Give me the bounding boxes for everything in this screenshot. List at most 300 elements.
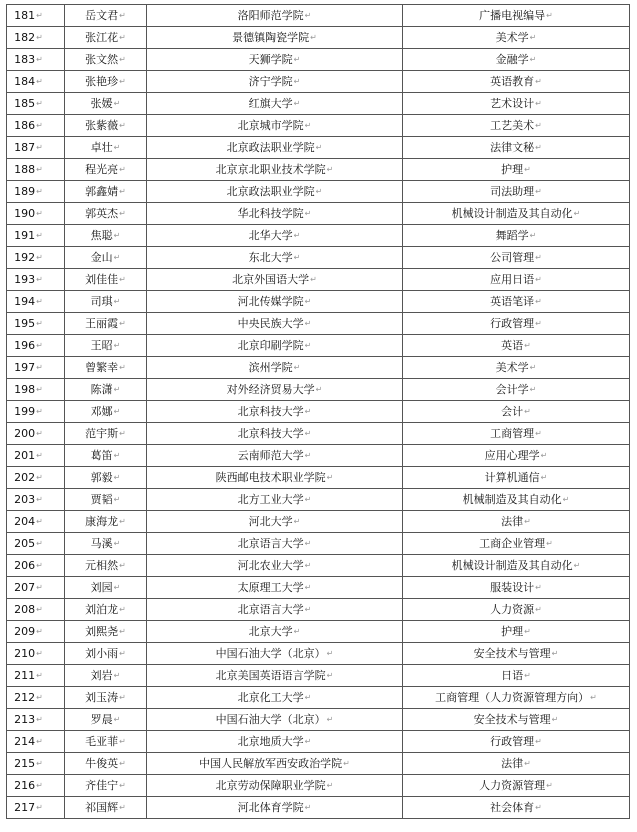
paragraph-mark-icon: ↵ [304, 11, 312, 20]
school-cell[interactable] [147, 181, 403, 203]
major-cell[interactable] [403, 467, 630, 489]
table-row [7, 599, 630, 621]
school-cell[interactable] [147, 577, 403, 599]
paragraph-mark-icon: ↵ [36, 649, 43, 658]
paragraph-mark-icon: ↵ [119, 209, 126, 218]
paragraph-mark-icon: ↵ [36, 11, 43, 20]
school-cell[interactable] [147, 401, 403, 423]
paragraph-mark-icon: ↵ [113, 231, 121, 240]
student-name-text: 葛笛 [90, 449, 113, 462]
major-cell[interactable] [403, 489, 630, 511]
student-name-cell[interactable] [65, 467, 147, 489]
school-cell[interactable] [147, 159, 403, 181]
paragraph-mark-icon: ↵ [113, 473, 121, 482]
paragraph-mark-icon: ↵ [119, 803, 126, 812]
major-cell[interactable] [403, 621, 630, 643]
school-cell[interactable] [147, 335, 403, 357]
student-name-text: 刘园 [90, 581, 113, 594]
table-row [7, 709, 630, 731]
student-name-cell[interactable] [65, 731, 147, 753]
student-name-text: 卓壮 [90, 141, 113, 154]
major-cell[interactable] [403, 797, 630, 819]
student-name-cell[interactable] [65, 577, 147, 599]
row-number-cell[interactable] [7, 533, 65, 555]
row-number-text: 196 [14, 339, 36, 352]
paragraph-mark-icon: ↵ [119, 517, 126, 526]
student-name-text: 张艳珍 [85, 75, 119, 88]
student-name-cell[interactable] [65, 203, 147, 225]
student-name-cell[interactable] [65, 775, 147, 797]
row-number-cell[interactable] [7, 775, 65, 797]
paragraph-mark-icon: ↵ [304, 495, 312, 504]
row-number-cell[interactable] [7, 181, 65, 203]
school-cell[interactable] [147, 5, 403, 27]
row-number-text: 210 [14, 647, 36, 660]
row-number-text: 217 [14, 801, 36, 814]
school-text: 北京地质大学 [237, 735, 304, 748]
paragraph-mark-icon: ↵ [36, 429, 43, 438]
major-text: 护理 [501, 625, 524, 638]
major-cell[interactable] [403, 313, 630, 335]
table-row [7, 159, 630, 181]
school-cell[interactable] [147, 599, 403, 621]
student-name-text: 刘泊龙 [85, 603, 119, 616]
row-number-cell[interactable] [7, 291, 65, 313]
paragraph-mark-icon: ↵ [36, 253, 43, 262]
major-cell[interactable] [403, 709, 630, 731]
major-cell[interactable] [403, 401, 630, 423]
row-number-cell[interactable] [7, 269, 65, 291]
paragraph-mark-icon: ↵ [113, 671, 121, 680]
row-number-text: 201 [14, 449, 36, 462]
major-cell[interactable] [403, 269, 630, 291]
row-number-cell[interactable] [7, 357, 65, 379]
major-cell[interactable] [403, 423, 630, 445]
student-name-cell[interactable] [65, 599, 147, 621]
school-cell[interactable] [147, 489, 403, 511]
school-text: 北京印刷学院 [237, 339, 304, 352]
school-cell[interactable] [147, 665, 403, 687]
student-name-cell[interactable] [65, 797, 147, 819]
student-name-cell[interactable] [65, 335, 147, 357]
paragraph-mark-icon: ↵ [119, 429, 126, 438]
major-text: 人力资源 [490, 603, 535, 616]
school-cell[interactable] [147, 775, 403, 797]
school-text: 北京科技大学 [237, 405, 304, 418]
student-name-cell[interactable] [65, 5, 147, 27]
row-number-text: 212 [14, 691, 36, 704]
row-number-cell[interactable] [7, 687, 65, 709]
student-name-text: 张文然 [85, 53, 119, 66]
row-number-cell[interactable] [7, 643, 65, 665]
paragraph-mark-icon: ↵ [119, 275, 126, 284]
row-number-cell[interactable] [7, 511, 65, 533]
school-cell[interactable] [147, 225, 403, 247]
major-text: 应用心理学 [484, 449, 540, 462]
paragraph-mark-icon: ↵ [36, 99, 43, 108]
row-number-text: 208 [14, 603, 36, 616]
school-cell[interactable] [147, 621, 403, 643]
major-cell[interactable] [403, 445, 630, 467]
school-cell[interactable] [147, 49, 403, 71]
row-number-cell[interactable] [7, 467, 65, 489]
major-cell[interactable] [403, 577, 630, 599]
major-cell[interactable] [403, 5, 630, 27]
major-text: 英语教育 [490, 75, 535, 88]
school-cell[interactable] [147, 687, 403, 709]
major-cell[interactable] [403, 71, 630, 93]
school-cell[interactable] [147, 27, 403, 49]
major-cell[interactable] [403, 115, 630, 137]
row-number-cell[interactable] [7, 423, 65, 445]
student-name-cell[interactable] [65, 269, 147, 291]
student-name-cell[interactable] [65, 247, 147, 269]
student-name-text: 曾繁幸 [85, 361, 119, 374]
paragraph-mark-icon: ↵ [535, 319, 542, 328]
student-name-cell[interactable] [65, 181, 147, 203]
student-name-text: 刘岩 [90, 669, 113, 682]
school-cell[interactable] [147, 423, 403, 445]
major-text: 护理 [501, 163, 524, 176]
paragraph-mark-icon: ↵ [310, 33, 317, 42]
student-name-cell[interactable] [65, 137, 147, 159]
paragraph-mark-icon: ↵ [535, 605, 542, 614]
major-cell[interactable] [403, 247, 630, 269]
student-name-cell[interactable] [65, 357, 147, 379]
student-name-cell[interactable] [65, 687, 147, 709]
major-text: 英语 [501, 339, 524, 352]
major-cell[interactable] [403, 379, 630, 401]
row-number-text: 186 [14, 119, 36, 132]
school-text: 北京科技大学 [237, 427, 304, 440]
paragraph-mark-icon: ↵ [535, 429, 542, 438]
student-name-text: 郭鑫婧 [85, 185, 119, 198]
student-name-cell[interactable] [65, 379, 147, 401]
row-number-text: 185 [14, 97, 36, 110]
major-cell[interactable] [403, 159, 630, 181]
major-cell[interactable] [403, 27, 630, 49]
row-number-cell[interactable] [7, 599, 65, 621]
student-name-cell[interactable] [65, 27, 147, 49]
major-cell[interactable] [403, 511, 630, 533]
school-cell[interactable] [147, 533, 403, 555]
row-number-cell[interactable] [7, 379, 65, 401]
student-name-cell[interactable] [65, 93, 147, 115]
paragraph-mark-icon: ↵ [540, 473, 548, 482]
row-number-cell[interactable] [7, 137, 65, 159]
school-text: 陕西邮电技术职业学院 [215, 471, 326, 484]
major-text: 法律 [501, 515, 524, 528]
table-row [7, 357, 630, 379]
paragraph-mark-icon: ↵ [113, 385, 121, 394]
paragraph-mark-icon: ↵ [535, 99, 542, 108]
school-cell[interactable] [147, 93, 403, 115]
paragraph-mark-icon: ↵ [535, 121, 542, 130]
student-name-text: 郭毅 [90, 471, 113, 484]
row-number-text: 181 [14, 9, 36, 22]
paragraph-mark-icon: ↵ [36, 341, 43, 350]
major-text: 艺术设计 [490, 97, 535, 110]
paragraph-mark-icon: ↵ [119, 759, 126, 768]
major-text: 安全技术与管理 [473, 713, 551, 726]
major-text: 司法助理 [490, 185, 535, 198]
major-cell[interactable] [403, 533, 630, 555]
major-cell[interactable] [403, 687, 630, 709]
school-cell[interactable] [147, 511, 403, 533]
major-text: 行政管理 [490, 317, 535, 330]
school-text: 北华大学 [248, 229, 293, 242]
student-name-text: 祁国辉 [85, 801, 119, 814]
row-number-cell[interactable] [7, 71, 65, 93]
student-name-text: 张紫薇 [85, 119, 119, 132]
row-number-cell[interactable] [7, 247, 65, 269]
school-text: 华北科技学院 [237, 207, 304, 220]
paragraph-mark-icon: ↵ [113, 99, 121, 108]
major-cell[interactable] [403, 665, 630, 687]
school-cell[interactable] [147, 71, 403, 93]
school-cell[interactable] [147, 379, 403, 401]
major-text: 工艺美术 [490, 119, 535, 132]
paragraph-mark-icon: ↵ [524, 671, 531, 680]
paragraph-mark-icon: ↵ [36, 693, 43, 702]
paragraph-mark-icon: ↵ [535, 253, 542, 262]
school-cell[interactable] [147, 115, 403, 137]
school-cell[interactable] [147, 203, 403, 225]
row-number-text: 209 [14, 625, 36, 638]
paragraph-mark-icon: ↵ [36, 77, 43, 86]
paragraph-mark-icon: ↵ [304, 693, 312, 702]
paragraph-mark-icon: ↵ [535, 583, 542, 592]
paragraph-mark-icon: ↵ [119, 627, 126, 636]
major-cell[interactable] [403, 181, 630, 203]
school-text: 中国石油大学（北京） [215, 713, 326, 726]
school-cell[interactable] [147, 555, 403, 577]
school-text: 景德镇陶瓷学院 [232, 31, 310, 44]
paragraph-mark-icon: ↵ [36, 297, 43, 306]
paragraph-mark-icon: ↵ [119, 319, 126, 328]
school-cell[interactable] [147, 357, 403, 379]
paragraph-mark-icon: ↵ [113, 253, 121, 262]
paragraph-mark-icon: ↵ [535, 803, 542, 812]
student-name-cell[interactable] [65, 643, 147, 665]
row-number-cell[interactable] [7, 49, 65, 71]
student-name-cell[interactable] [65, 401, 147, 423]
major-cell[interactable] [403, 731, 630, 753]
row-number-cell[interactable] [7, 27, 65, 49]
paragraph-mark-icon: ↵ [119, 187, 126, 196]
paragraph-mark-icon: ↵ [36, 55, 43, 64]
major-cell[interactable] [403, 203, 630, 225]
paragraph-mark-icon: ↵ [293, 517, 301, 526]
student-name-cell[interactable] [65, 665, 147, 687]
major-cell[interactable] [403, 93, 630, 115]
row-number-text: 183 [14, 53, 36, 66]
student-name-text: 毛亚菲 [85, 735, 119, 748]
table-row [7, 335, 630, 357]
student-name-cell[interactable] [65, 313, 147, 335]
major-text: 公司管理 [490, 251, 535, 264]
major-text: 法律文秘 [490, 141, 535, 154]
school-cell[interactable] [147, 709, 403, 731]
table-row [7, 93, 630, 115]
student-name-cell[interactable] [65, 291, 147, 313]
paragraph-mark-icon: ↵ [524, 165, 531, 174]
paragraph-mark-icon: ↵ [36, 473, 43, 482]
major-cell[interactable] [403, 599, 630, 621]
student-name-cell[interactable] [65, 555, 147, 577]
student-name-text: 牛俊英 [85, 757, 119, 770]
row-number-cell[interactable] [7, 621, 65, 643]
student-name-cell[interactable] [65, 533, 147, 555]
school-cell[interactable] [147, 731, 403, 753]
school-text: 北京美国英语语言学院 [215, 669, 326, 682]
row-number-text: 189 [14, 185, 36, 198]
row-number-cell[interactable] [7, 401, 65, 423]
row-number-cell[interactable] [7, 5, 65, 27]
school-text: 北京政法职业学院 [226, 185, 315, 198]
row-number-cell[interactable] [7, 797, 65, 819]
row-number-cell[interactable] [7, 665, 65, 687]
school-cell[interactable] [147, 137, 403, 159]
table-row [7, 665, 630, 687]
row-number-text: 195 [14, 317, 36, 330]
row-number-cell[interactable] [7, 203, 65, 225]
paragraph-mark-icon: ↵ [524, 341, 531, 350]
student-name-cell[interactable] [65, 115, 147, 137]
student-name-text: 元相然 [85, 559, 119, 572]
paragraph-mark-icon: ↵ [535, 297, 542, 306]
table-row [7, 533, 630, 555]
major-cell[interactable] [403, 225, 630, 247]
paragraph-mark-icon: ↵ [36, 187, 43, 196]
major-cell[interactable] [403, 49, 630, 71]
student-name-text: 张媛 [90, 97, 113, 110]
school-text: 北京京北职业技术学院 [215, 163, 326, 176]
row-number-cell[interactable] [7, 313, 65, 335]
table-row [7, 687, 630, 709]
row-number-cell[interactable] [7, 335, 65, 357]
major-text: 机械设计制造及其自动化 [451, 207, 573, 220]
student-name-cell[interactable] [65, 423, 147, 445]
school-cell[interactable] [147, 797, 403, 819]
row-number-text: 202 [14, 471, 36, 484]
major-cell[interactable] [403, 775, 630, 797]
paragraph-mark-icon: ↵ [529, 385, 537, 394]
student-name-cell[interactable] [65, 753, 147, 775]
paragraph-mark-icon: ↵ [310, 275, 317, 284]
row-number-text: 204 [14, 515, 36, 528]
table-row [7, 71, 630, 93]
paragraph-mark-icon: ↵ [36, 737, 43, 746]
row-number-cell[interactable] [7, 577, 65, 599]
paragraph-mark-icon: ↵ [36, 627, 43, 636]
major-text: 社会体育 [490, 801, 535, 814]
school-text: 河北大学 [248, 515, 293, 528]
school-cell[interactable] [147, 467, 403, 489]
row-number-cell[interactable] [7, 115, 65, 137]
table-row [7, 27, 630, 49]
student-name-cell[interactable] [65, 225, 147, 247]
row-number-text: 214 [14, 735, 36, 748]
student-name-cell[interactable] [65, 621, 147, 643]
table-row [7, 379, 630, 401]
student-name-text: 岳文君 [85, 9, 119, 22]
paragraph-mark-icon: ↵ [119, 781, 126, 790]
major-cell[interactable] [403, 753, 630, 775]
student-name-cell[interactable] [65, 159, 147, 181]
school-cell[interactable] [147, 247, 403, 269]
school-text: 北京大学 [248, 625, 293, 638]
row-number-cell[interactable] [7, 225, 65, 247]
student-name-cell[interactable] [65, 71, 147, 93]
student-name-cell[interactable] [65, 709, 147, 731]
school-cell[interactable] [147, 291, 403, 313]
major-cell[interactable] [403, 137, 630, 159]
school-cell[interactable] [147, 753, 403, 775]
student-name-cell[interactable] [65, 49, 147, 71]
school-text: 北京外国语大学 [232, 273, 310, 286]
table-row [7, 489, 630, 511]
paragraph-mark-icon: ↵ [529, 231, 537, 240]
major-text: 法律 [501, 757, 524, 770]
student-name-text: 陈潇 [90, 383, 113, 396]
row-number-cell[interactable] [7, 445, 65, 467]
student-name-cell[interactable] [65, 445, 147, 467]
row-number-cell[interactable] [7, 159, 65, 181]
school-cell[interactable] [147, 643, 403, 665]
table-row [7, 511, 630, 533]
paragraph-mark-icon: ↵ [315, 385, 323, 394]
major-cell[interactable] [403, 555, 630, 577]
paragraph-mark-icon: ↵ [119, 605, 126, 614]
major-cell[interactable] [403, 357, 630, 379]
student-name-cell[interactable] [65, 511, 147, 533]
major-cell[interactable] [403, 291, 630, 313]
student-name-cell[interactable] [65, 489, 147, 511]
paragraph-mark-icon: ↵ [36, 561, 43, 570]
row-number-cell[interactable] [7, 709, 65, 731]
paragraph-mark-icon: ↵ [535, 143, 542, 152]
major-cell[interactable] [403, 335, 630, 357]
major-text: 会计学 [495, 383, 529, 396]
school-cell[interactable] [147, 313, 403, 335]
table-row [7, 247, 630, 269]
paragraph-mark-icon: ↵ [524, 407, 531, 416]
row-number-cell[interactable] [7, 731, 65, 753]
major-cell[interactable] [403, 643, 630, 665]
table-row [7, 203, 630, 225]
school-text: 北京语言大学 [237, 537, 304, 550]
table-row [7, 115, 630, 137]
student-name-text: 康海龙 [85, 515, 119, 528]
school-text: 红旗大学 [248, 97, 293, 110]
paragraph-mark-icon: ↵ [546, 11, 553, 20]
paragraph-mark-icon: ↵ [113, 539, 121, 548]
school-cell[interactable] [147, 445, 403, 467]
student-name-text: 刘佳佳 [85, 273, 119, 286]
row-number-cell[interactable] [7, 555, 65, 577]
row-number-cell[interactable] [7, 489, 65, 511]
row-number-text: 187 [14, 141, 36, 154]
paragraph-mark-icon: ↵ [119, 77, 126, 86]
row-number-text: 199 [14, 405, 36, 418]
school-cell[interactable] [147, 269, 403, 291]
paragraph-mark-icon: ↵ [119, 55, 126, 64]
row-number-cell[interactable] [7, 93, 65, 115]
paragraph-mark-icon: ↵ [304, 583, 312, 592]
school-text: 北京劳动保障职业学院 [215, 779, 326, 792]
row-number-cell[interactable] [7, 753, 65, 775]
